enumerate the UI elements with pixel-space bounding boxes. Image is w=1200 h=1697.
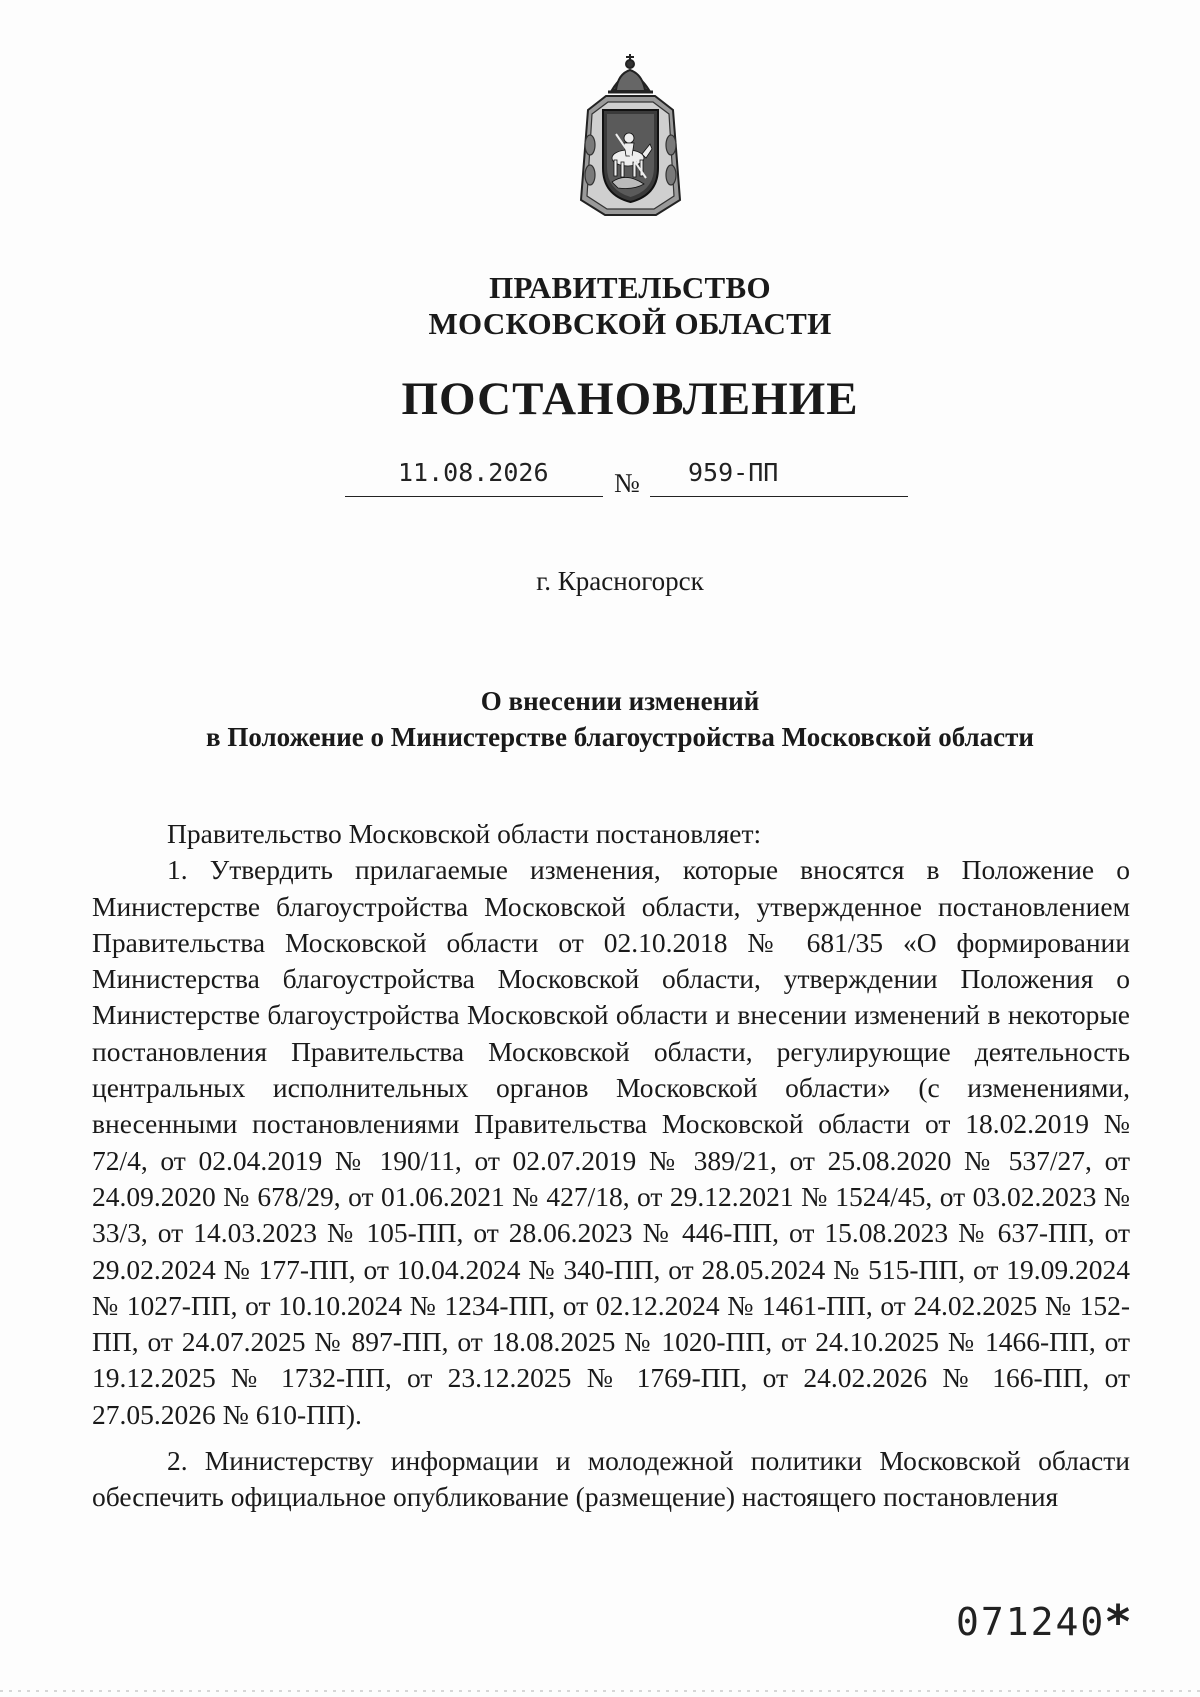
stamp-code: 071240 — [956, 1600, 1106, 1644]
body-item-1: 1. Утвердить прилагаемые изменения, которые вносятся в Положение о Министерстве благоустройства Московской области, утвержденное постановлением Правительства Московской области от 02.10.2018 № 681/35 «О формировании Министерства благоустройства Московской области, утверждении Положения о Министерстве благоустройства Московской области и внесении изменений в некоторые постановления Правительства Московской области, регулирующие деятельность центральных исполнительных органов Московской области» (с изменениями, внесенными постановлениями Правительства Московской области от 18.02.2019 № 72/4, от 02.04.2019 № 190/11, от 02.07.2019 № 389/21, от 25.08.2020 № 537/27, от 24.09.2020 № 678/29, от 01.06.2021 № 427/18, от 29.12.2021 № 1524/45, от 03.02.2023 № 33/3, от 14.03.2023 № 105-ПП, от 28.06.2023 № 446-ПП, от 15.08.2023 № 637-ПП, от 29.02.2024 № 177-ПП, от 10.04.2024 № 340-ПП, от 28.05.2024 № 515-ПП, от 19.09.2024 № 1027-ПП, от 10.10.2024 № 1234-ПП, от 02.12.2024 № 1461-ПП, от 24.02.2025 № 152-ПП, от 24.07.2025 № 897-ПП, от 18.08.2025 № 1020-ПП, от 24.10.2025 № 1466-ПП, от 19.12.2025 № 1732-ПП, от 23.12.2025 № 1769-ПП, от 24.02.2026 № 166-ПП, от 27.05.2026 № 610-ПП). — [92, 854, 1130, 1430]
organization-name-line2: МОСКОВСКОЙ ОБЛАСТИ — [428, 306, 832, 341]
stamp-asterisk-icon: * — [1106, 1595, 1131, 1649]
subject-line1: О внесении изменений — [480, 686, 760, 716]
number-sign: № — [614, 468, 640, 498]
subject-line2: в Положение о Министерстве благоустройства Московской области — [206, 722, 1034, 752]
body-intro: Правительство Московской области постановляет: — [167, 818, 762, 849]
moscow-oblast-coat-of-arms-icon — [568, 50, 693, 220]
organization-name-line1: ПРАВИТЕЛЬСТВО — [489, 270, 771, 305]
document-body — [92, 816, 1130, 1516]
body-item-2: 2. Министерству информации и молодежной политики Московской области обеспечить официальное опубликование (размещение) настоящего постановления — [92, 1445, 1130, 1513]
registration-date: 11.08.2026 — [398, 458, 549, 487]
scan-edge-noise — [0, 1690, 1200, 1692]
date-underline — [345, 496, 603, 498]
city-line: г. Красногорск — [536, 566, 704, 596]
registration-number: 959-ПП — [688, 458, 779, 487]
document-type-title: ПОСТАНОВЛЕНИЕ — [401, 373, 859, 425]
number-underline — [650, 496, 908, 498]
